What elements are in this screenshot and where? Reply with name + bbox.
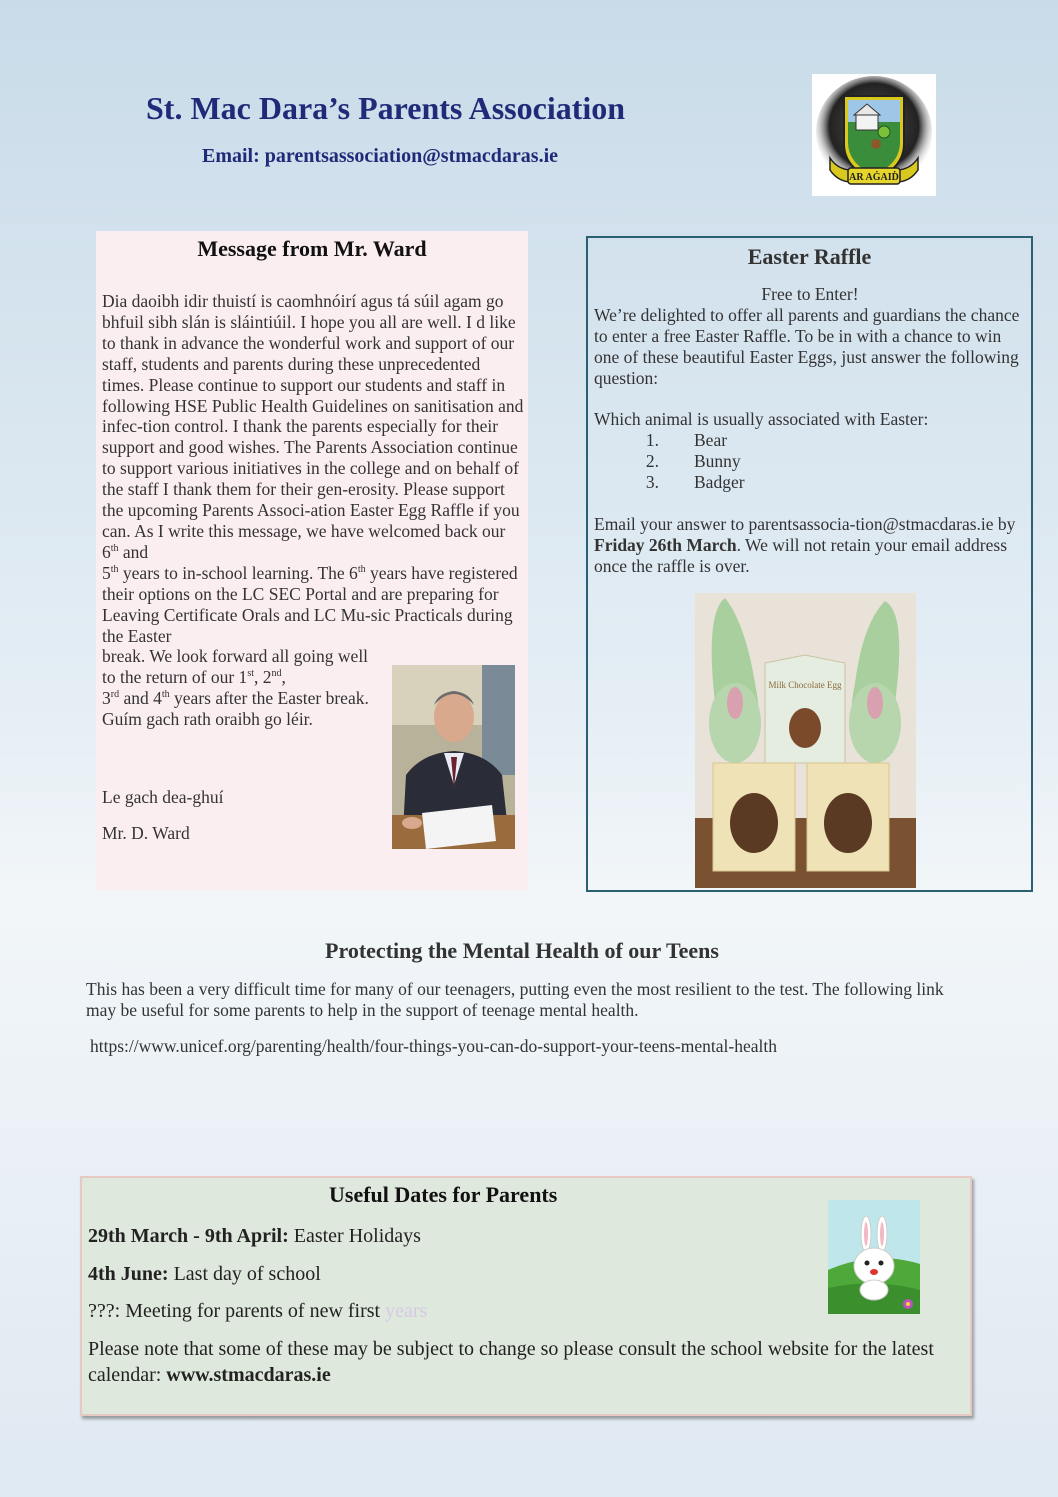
message-heading: Message from Mr. Ward — [197, 236, 427, 261]
raffle-free-note: Free to Enter! — [761, 284, 859, 304]
date-row: 4th June: Last day of school — [88, 1263, 321, 1285]
school-crest-logo — [812, 74, 936, 196]
raffle-instructions: Email your answer to parentsassocia-tion@stmacdaras.ie by Friday 26th March. We will not retain your email address once the raffle is over. — [594, 513, 1016, 576]
dates-heading: Useful Dates for Parents — [329, 1182, 558, 1207]
easter-eggs-photo — [695, 593, 916, 888]
unicef-link[interactable]: https://www.unicef.org/parenting/health/four-things-you-can-do-support-your-teens-mental-health — [90, 1036, 777, 1056]
contact-email: Email: parentsassociation@stmacdaras.ie — [202, 145, 558, 167]
message-paragraph: Dia daoibh idir thuistí is caomhnóirí agus tá súil agam go bhfuil sibh slán is sláintiúil. I hope you all are well. I d like to thank in advance the wonderful work and support of our staff, students and parents during these unprecedented times. Please continue to support our students and staff in following HSE Public Health Guidelines on sanitisation and infec-tion control. I thank the parents especially for their support and good wishes. The Parents Association continue to support various initiatives in the college and on behalf of the staff I thank them for their gen-erosity. Please support the upcoming Parents Associ-ation Easter Egg Raffle if you can. As I write this message, we have welcomed back our 6th and 5th years to in-school learning. The 6th years have registered their options on the LC SEC Portal and are preparing for Leaving Certificate Orals and LC Mu-sic Practicals during the Easter — [102, 291, 524, 646]
mental-health-heading: Protecting the Mental Health of our Teens — [325, 938, 719, 963]
page-title: St. Mac Dara’s Parents Association — [146, 90, 626, 126]
raffle-body — [594, 284, 1026, 577]
svg-text:Milk Chocolate Egg: Milk Chocolate Egg — [768, 680, 842, 690]
answer-option: 2. Bunny — [645, 451, 741, 472]
message-paragraph-2: break. We look forward all going well to the return of our 1st, 2nd, 3rd and 4th years after the Easter break. Guím gach rath oraibh go léir. — [102, 646, 369, 730]
easter-raffle-panel — [586, 236, 1033, 892]
dates-note: Please note that some of these may be subject to change so please consult the school website for the latest calendar: www.stmacdaras.ie — [88, 1338, 934, 1386]
principal-message-panel — [96, 231, 528, 890]
useful-dates-panel — [80, 1176, 972, 1416]
date-row: 29th March - 9th April: Easter Holidays — [88, 1225, 421, 1247]
raffle-question: Which animal is usually associated with Easter: — [594, 409, 929, 430]
easter-bunny-illustration — [828, 1200, 920, 1314]
message-signature-name: Mr. D. Ward — [102, 823, 190, 843]
answer-option: 1. Bear — [645, 430, 728, 451]
raffle-heading: Easter Raffle — [747, 244, 872, 269]
svg-text:AR AĠAIḊ: AR AĠAIḊ — [849, 172, 899, 183]
answer-option: 3. Badger — [645, 472, 745, 493]
message-signoff: Le gach dea-ghuí — [102, 787, 224, 807]
raffle-intro: We’re delighted to offer all parents and guardians the chance to enter a free Easter Raffle. To be in with a chance to win one of these beautiful Easter Eggs, just answer the following question: — [594, 304, 1020, 388]
date-row: ???: Meeting for parents of new first years — [88, 1300, 428, 1322]
mental-health-text: This has been a very difficult time for many of our teenagers, putting even the most resilient to the test. The following link may be useful for some parents to help in the support of teenage mental health. — [86, 979, 944, 1020]
school-website-link[interactable]: www.stmacdaras.ie — [166, 1364, 331, 1386]
principal-photo — [392, 665, 515, 849]
